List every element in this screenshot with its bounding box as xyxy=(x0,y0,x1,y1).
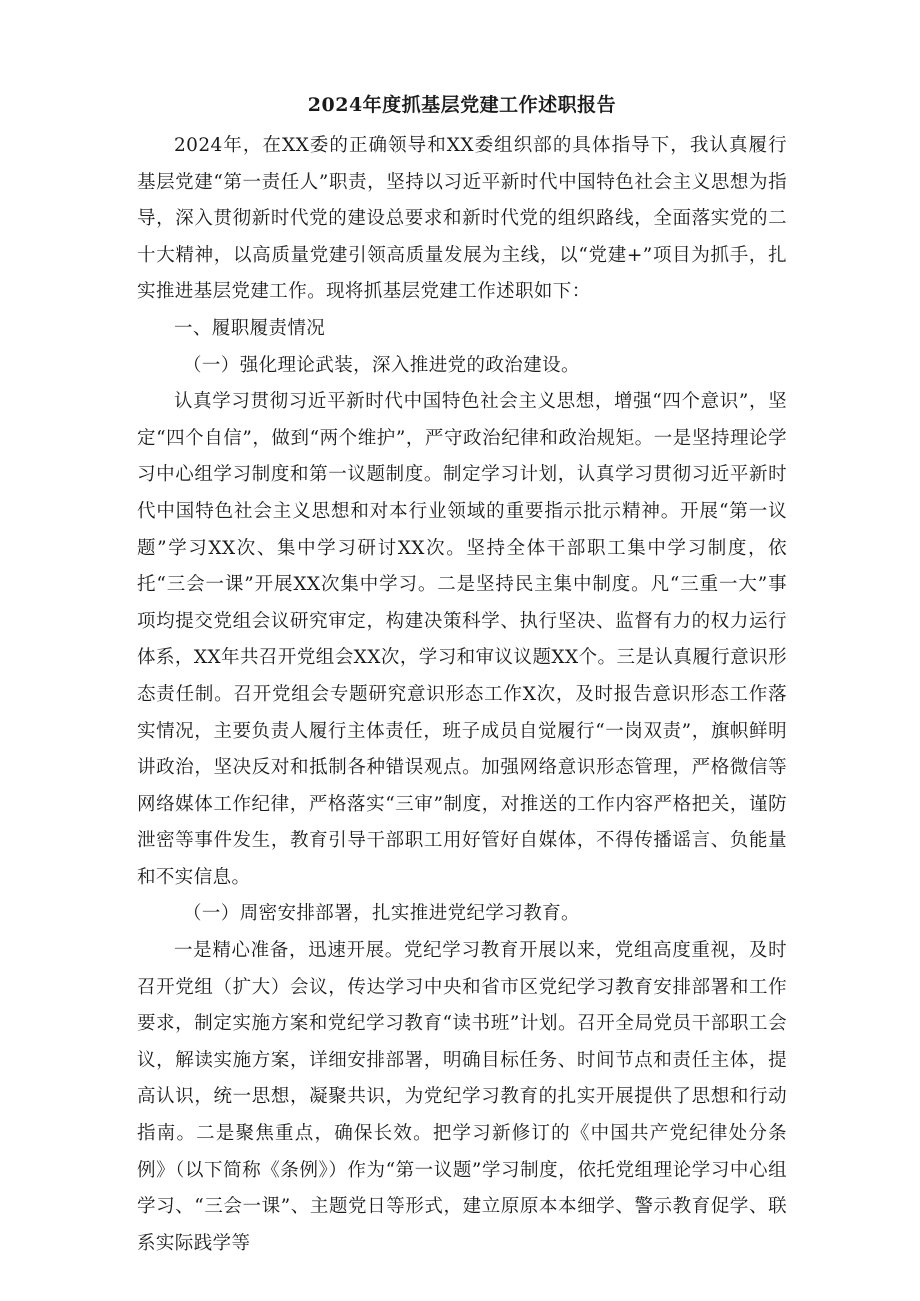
subsection-body-2: 一是精心准备，迅速开展。党纪学习教育开展以来，党组高度重视，及时召开党组（扩大）会议，传达学习中央和省市区党纪学习教育安排部署和工作要求，制定实施方案和党纪学习教育“读书班”计划。召开全局党员干部职工会议，解读实施方案，详细安排部署，明确目标任务、时间节点和责任主体，提高认识，统一思想，凝聚共识，为党纪学习教育的扎实开展提供了思想和行动指南。二是聚焦重点，确保长效。把学习新修订的《中国共产党纪律处分条例》（以下简称《条例》）作为“第一议题”学习制度，依托党组理论学习中心组学习、“三会一课”、主题党日等形式，建立原原本本细学、警示教育促学、联系实际践学等 xyxy=(137,940,787,1254)
intro-paragraph: 2024年，在XX委的正确领导和XX委组织部的具体指导下，我认真履行基层党建“第一责任人”职责，坚持以习近平新时代中国特色社会主义思想为指导，深入贯彻新时代党的建设总要求和新时代党的组织路线，全面落实党的二十大精神，以高质量党建引领高质量发展为主线，以“党建+”项目为抓手，扎实推进基层党建工作。现将抓基层党建工作述职如下： xyxy=(137,135,787,303)
document-title: 2024年度抓基层党建工作述职报告 xyxy=(307,94,617,116)
document-page xyxy=(137,92,787,1262)
section-heading-1: 一、履职履责情况 xyxy=(174,317,326,339)
subsection-heading-1: （一）强化理论武装，深入推进党的政治建设。 xyxy=(183,354,580,376)
subsection-heading-2: （一）周密安排部署，扎实推进党纪学习教育。 xyxy=(183,903,580,925)
subsection-body-1: 认真学习贯彻习近平新时代中国特色社会主义思想，增强“四个意识”，坚定“四个自信”，做到“两个维护”，严守政治纪律和政治规矩。一是坚持理论学习中心组学习制度和第一议题制度。制定学习计划，认真学习贯彻习近平新时代中国特色社会主义思想和对本行业领域的重要指示批示精神。开展“第一议题”学习XX次、集中学习研讨XX次。坚持全体干部职工集中学习制度，依托“三会一课”开展XX次集中学习。二是坚持民主集中制度。凡“三重一大”事项均提交党组会议研究审定，构建决策科学、执行坚决、监督有力的权力运行体系，XX年共召开党组会XX次，学习和审议议题XX个。三是认真履行意识形态责任制。召开党组会专题研究意识形态工作X次，及时报告意识形态工作落实情况，主要负责人履行主体责任，班子成员自觉履行“一岗双责”，旗帜鲜明讲政治，坚决反对和抵制各种错误观点。加强网络意识形态管理，严格微信等网络媒体工作纪律，严格落实“三审”制度，对推送的工作内容严格把关，谨防泄密等事件发生，教育引导干部职工用好管好自媒体，不得传播谣言、负能量和不实信息。 xyxy=(137,391,787,888)
